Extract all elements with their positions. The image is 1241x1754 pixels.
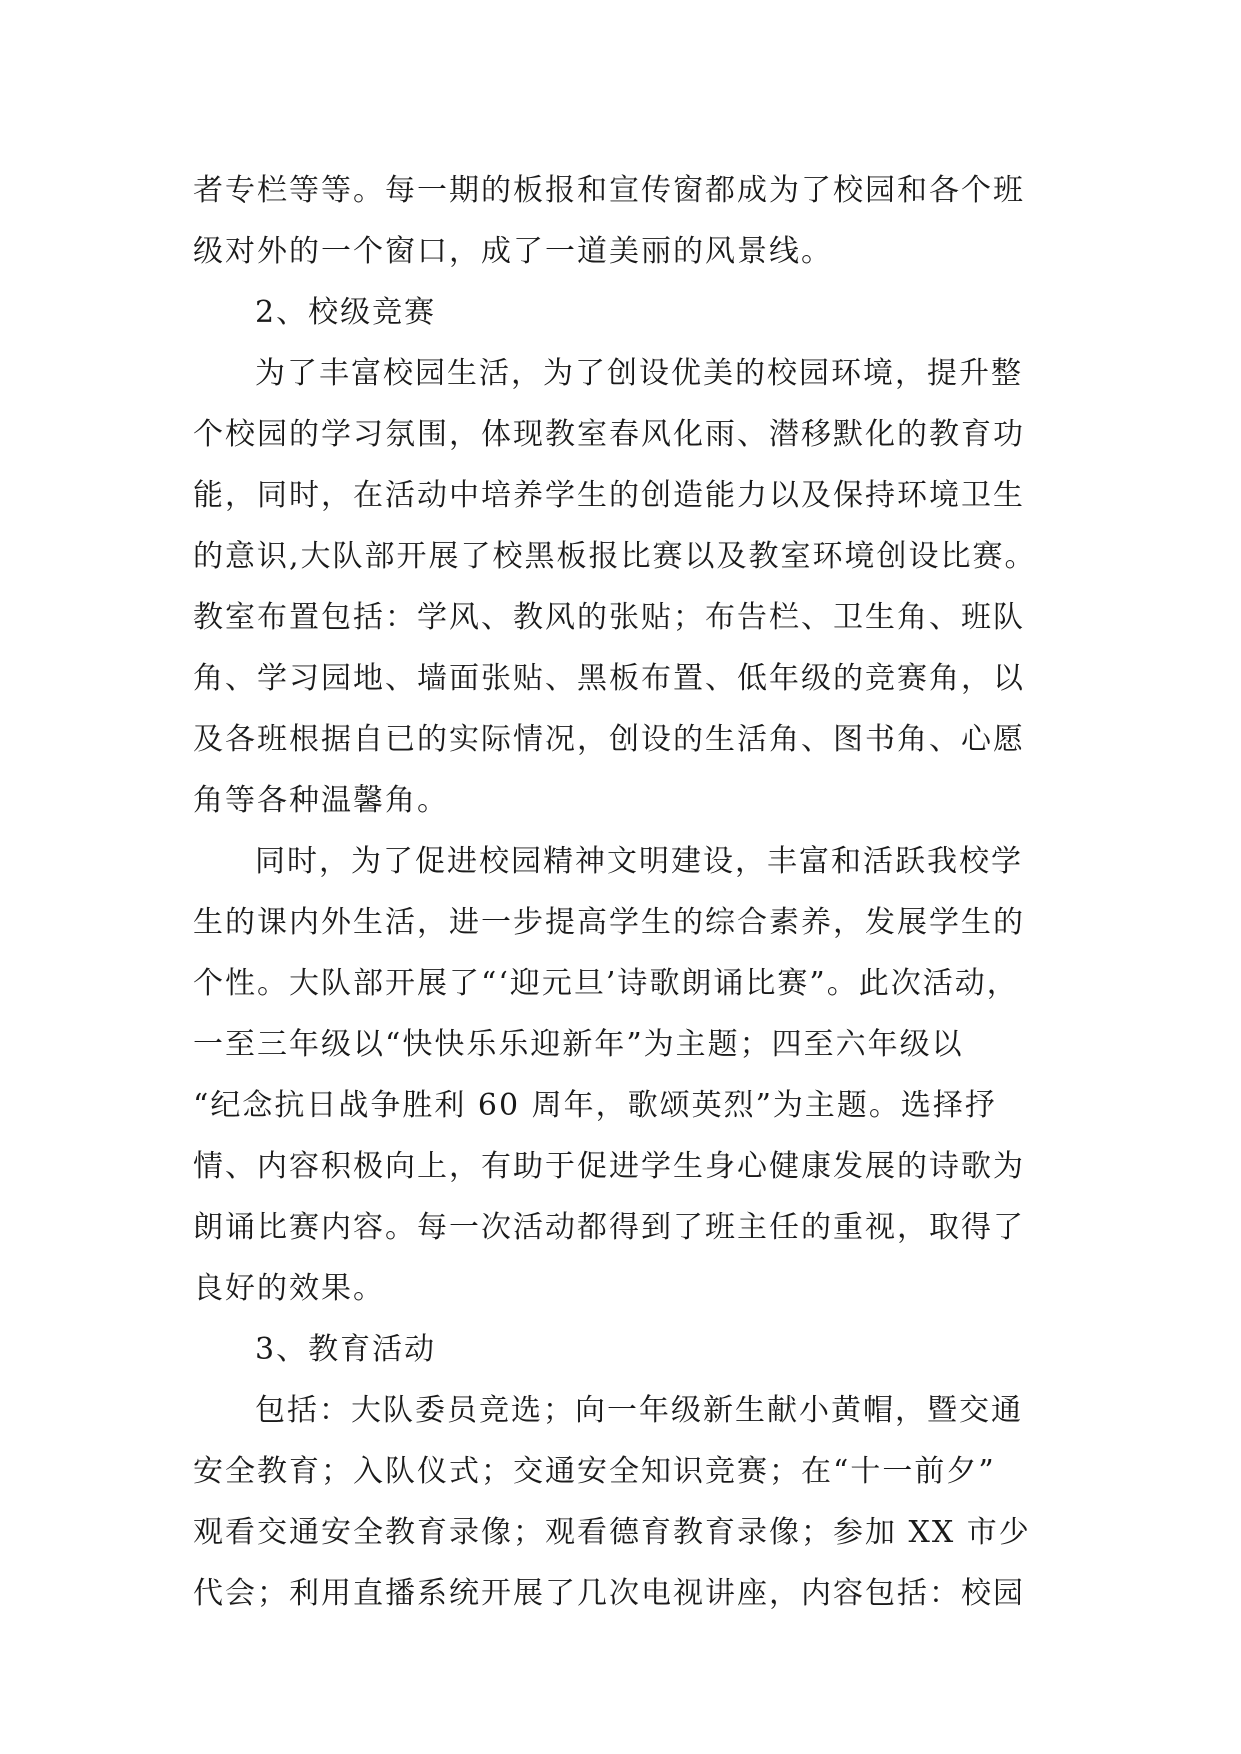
text-line: 代会；利用直播系统开展了几次电视讲座，内容包括：校园 xyxy=(193,1576,1025,1611)
text-line: 情、内容积极向上，有助于促进学生身心健康发展的诗歌为 xyxy=(193,1149,1025,1184)
text-line: 个性。大队部开展了“‘迎元旦’诗歌朗诵比赛”。此次活动， xyxy=(193,966,1019,1001)
text-line: 及各班根据自已的实际情况，创设的生活角、图书角、心愿 xyxy=(193,722,1025,757)
text-line: 朗诵比赛内容。每一次活动都得到了班主任的重视，取得了 xyxy=(193,1210,1025,1245)
text-line: 角、学习园地、墙面张贴、黑板布置、低年级的竞赛角，以 xyxy=(193,661,1025,696)
text-line: 一至三年级以“快快乐乐迎新年”为主题；四至六年级以 xyxy=(193,1027,964,1062)
text-line: 的意识,大队部开展了校黑板报比赛以及教室环境创设比赛。 xyxy=(193,539,1037,574)
section-heading: 3、教育活动 xyxy=(255,1332,437,1367)
text-line: 观看交通安全教育录像；观看德育教育录像；参加 XX 市少 xyxy=(193,1515,1031,1550)
section-heading: 2、校级竞赛 xyxy=(255,295,437,330)
document-body xyxy=(193,160,1053,1624)
text-line: 同时，为了促进校园精神文明建设，丰富和活跃我校学 xyxy=(255,844,1023,879)
text-line: 个校园的学习氛围，体现教室春风化雨、潜移默化的教育功 xyxy=(193,417,1025,452)
text-line: 良好的效果。 xyxy=(193,1271,385,1306)
text-line: 包括：大队委员竞选；向一年级新生献小黄帽，暨交通 xyxy=(255,1393,1023,1428)
text-line: 级对外的一个窗口，成了一道美丽的风景线。 xyxy=(193,234,833,269)
text-line: 安全教育；入队仪式；交通安全知识竞赛；在“十一前夕” xyxy=(193,1454,996,1489)
text-line: 生的课内外生活，进一步提高学生的综合素养，发展学生的 xyxy=(193,905,1025,940)
text-line: 者专栏等等。每一期的板报和宣传窗都成为了校园和各个班 xyxy=(193,173,1025,208)
text-line: 教室布置包括：学风、教风的张贴；布告栏、卫生角、班队 xyxy=(193,600,1025,635)
text-line: 为了丰富校园生活，为了创设优美的校园环境，提升整 xyxy=(255,356,1023,391)
text-line: 能，同时，在活动中培养学生的创造能力以及保持环境卫生 xyxy=(193,478,1025,513)
text-line: 角等各种温馨角。 xyxy=(193,783,449,818)
text-line: “纪念抗日战争胜利 60 周年，歌颂英烈”为主题。选择抒 xyxy=(193,1088,997,1123)
